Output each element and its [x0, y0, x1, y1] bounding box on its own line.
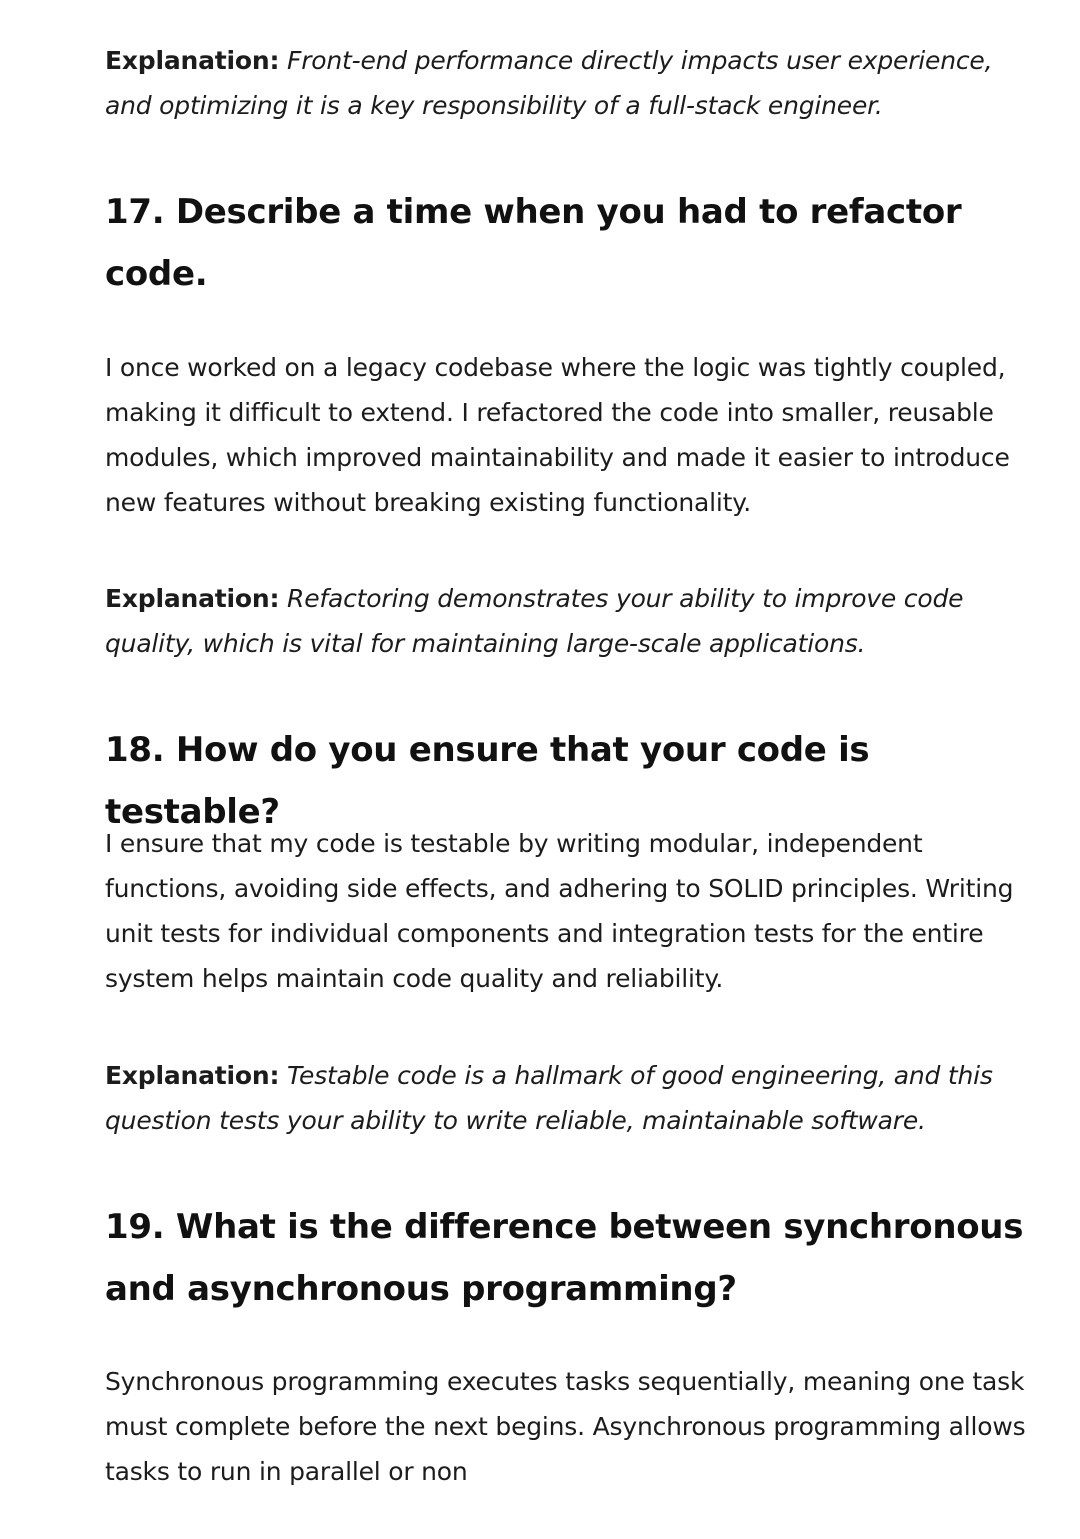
- question-17-heading: 17. Describe a time when you had to refactor code.: [105, 192, 962, 294]
- question-18-answer: I ensure that my code is testable by writing modular, independent functions, avoiding side effects, and adhering to SOLID principles. Writing unit tests for individual components and integration tests for the entire system helps maintain code quality and reliability.: [105, 829, 1014, 993]
- explanation-label: Explanation:: [105, 584, 280, 613]
- question-18-explanation: [105, 1053, 1035, 1143]
- explanation-text: Testable code is a hallmark of good engineering, and this question tests your ability to write reliable, maintainable software.: [105, 1061, 993, 1135]
- question-18-heading: 18. How do you ensure that your code is testable?: [105, 730, 870, 832]
- explanation-label: Explanation:: [105, 46, 280, 75]
- question-17-explanation: [105, 576, 1035, 666]
- explanation-intro: [105, 38, 1035, 128]
- question-19-answer: Synchronous programming executes tasks sequentially, meaning one task must complete before the next begins. Asynchronous programming allows tasks to run in parallel or non: [105, 1367, 1026, 1486]
- question-17-answer: I once worked on a legacy codebase where the logic was tightly coupled, making it difficult to extend. I refactored the code into smaller, reusable modules, which improved maintainability and made it easier to introduce new features without breaking existing functionality.: [105, 353, 1010, 517]
- explanation-label: Explanation:: [105, 1061, 280, 1090]
- question-19-heading: 19. What is the difference between synchronous and asynchronous programming?: [105, 1207, 1024, 1309]
- explanation-text: Refactoring demonstrates your ability to improve code quality, which is vital for maintaining large-scale applications.: [105, 584, 964, 658]
- explanation-text: Front-end performance directly impacts user experience, and optimizing it is a key responsibility of a full-stack engineer.: [105, 46, 993, 120]
